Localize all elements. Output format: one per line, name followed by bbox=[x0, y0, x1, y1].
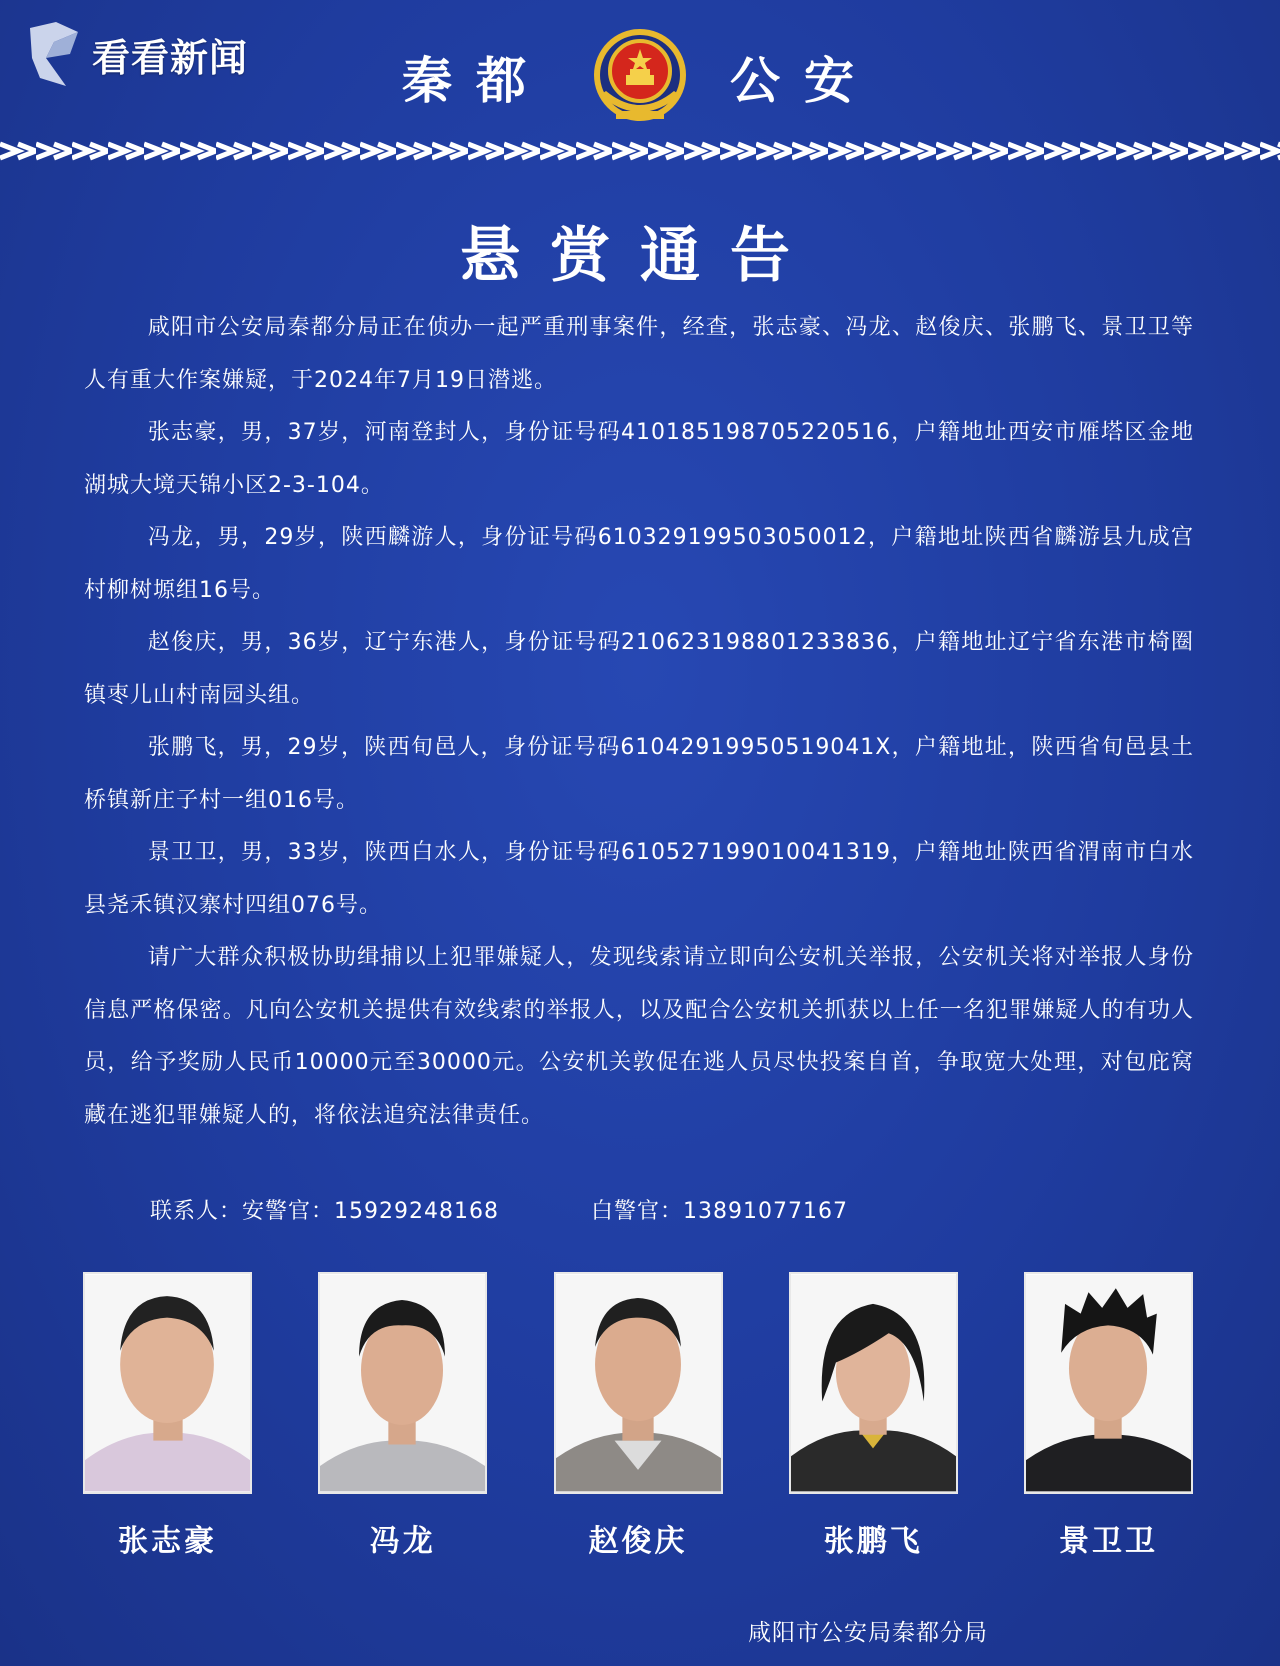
header-right-text: 公安 bbox=[730, 51, 878, 110]
suspect-card bbox=[83, 1272, 252, 1560]
paragraph-suspect-4: 张鹏飞，男，29岁，陕西旬邑人，身份证号码61042919950519041X，户籍地址，陕西省旬邑县土桥镇新庄子村一组016号。 bbox=[84, 735, 1194, 813]
suspect-photo bbox=[554, 1272, 723, 1494]
suspect-name: 景卫卫 bbox=[1059, 1524, 1158, 1559]
suspect-photo bbox=[83, 1272, 252, 1494]
suspect-card bbox=[318, 1272, 487, 1560]
suspect-card bbox=[554, 1272, 723, 1560]
suspect-name: 赵俊庆 bbox=[588, 1524, 688, 1559]
watermark-text: 看看新闻 bbox=[92, 35, 249, 80]
paragraph-intro: 咸阳市公安局秦都分局正在侦办一起严重刑事案件，经查，张志豪、冯龙、赵俊庆、张鹏飞、景卫卫等人有重大作案嫌疑，于2024年7月19日潜逃。 bbox=[84, 315, 1194, 393]
police-emblem-icon bbox=[588, 25, 692, 129]
paragraph-appeal: 请广大群众积极协助缉捕以上犯罪嫌疑人，发现线索请立即向公安机关举报，公安机关将对举报人身份信息严格保密。凡向公安机关提供有效线索的举报人，以及配合公安机关抓获以上任一名犯罪嫌疑人的有功人员，给予奖励人民币10000元至30000元。公安机关敦促在逃人员尽快投案自首，争取宽大处理，对包庇窝藏在逃犯罪嫌疑人的，将依法追究法律责任。 bbox=[84, 945, 1194, 1128]
contacts bbox=[150, 1194, 848, 1225]
suspect-name: 张志豪 bbox=[118, 1524, 217, 1559]
suspect-card bbox=[789, 1272, 958, 1560]
suspect-card bbox=[1024, 1272, 1193, 1560]
header-left-text: 秦都 bbox=[402, 51, 550, 110]
contact-an: 联系人：安警官：15929248168 bbox=[150, 1199, 499, 1224]
paragraph-suspect-1: 张志豪，男，37岁，河南登封人，身份证号码410185198705220516，户籍地址西安市雁塔区金地湖城大境天锦小区2-3-104。 bbox=[84, 420, 1194, 498]
paragraph-suspect-2: 冯龙，男，29岁，陕西麟游人，身份证号码610329199503050012，户籍地址陕西省麟游县九成宫村柳树塬组16号。 bbox=[84, 525, 1194, 603]
suspect-photo bbox=[318, 1272, 487, 1494]
suspect-name: 张鹏飞 bbox=[823, 1524, 923, 1559]
paragraph-suspect-3: 赵俊庆，男，36岁，辽宁东港人，身份证号码210623198801233836，户籍地址辽宁省东港市椅圈镇枣儿山村南园头组。 bbox=[84, 630, 1194, 708]
zigzag-border bbox=[0, 138, 1280, 164]
paragraph-suspect-5: 景卫卫，男，33岁，陕西白水人，身份证号码610527199010041319，户籍地址陕西省渭南市白水县尧禾镇汉寨村四组076号。 bbox=[84, 840, 1194, 918]
header bbox=[0, 22, 1280, 132]
suspect-photo bbox=[789, 1272, 958, 1494]
issuer: 咸阳市公安局秦都分局 bbox=[748, 1620, 988, 1646]
suspect-name: 冯龙 bbox=[369, 1524, 436, 1559]
suspect-photos bbox=[83, 1272, 1193, 1560]
suspect-photo bbox=[1024, 1272, 1193, 1494]
notice-body bbox=[84, 302, 1194, 1142]
notice-title: 悬赏通告 bbox=[460, 221, 820, 291]
contact-bai: 白警官：13891077167 bbox=[590, 1199, 848, 1224]
